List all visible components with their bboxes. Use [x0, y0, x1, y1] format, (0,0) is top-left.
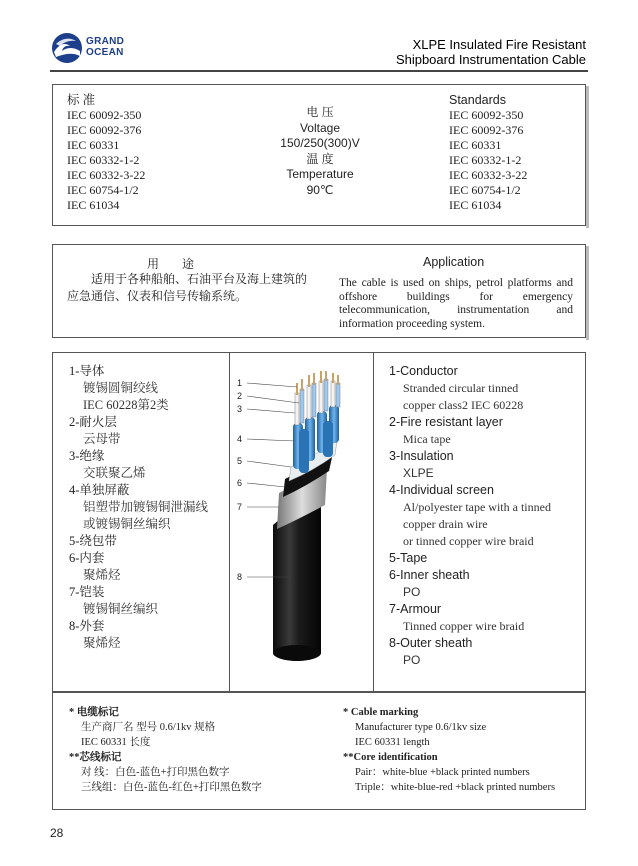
core-id-en-title: **Core identification [343, 752, 438, 763]
cn-item-sub: IEC 60228第2类 [83, 398, 169, 412]
en-item-sub: copper drain wire [403, 517, 488, 531]
page-title-line2: Shipboard Instrumentation Cable [395, 52, 586, 67]
cn-item-sub: 聚烯烃 [83, 568, 121, 582]
callout-label: 3 [237, 404, 243, 414]
standard-item: IEC 60332-1-2 [449, 153, 522, 167]
construction-panel [52, 352, 586, 692]
en-item-sub: PO [403, 653, 421, 667]
cn-item-sub: 云母带 [83, 432, 121, 446]
en-item-sub: Tinned copper wire braid [403, 619, 525, 633]
cn-item-head: 7-铠装 [69, 585, 105, 599]
temperature-cn-label: 温 度 [306, 151, 334, 166]
voltage-en-label: Voltage [299, 120, 341, 135]
standard-item: IEC 61034 [67, 198, 120, 212]
cn-item-sub: 铝塑带加镀锡铜泄漏线 [83, 500, 209, 514]
cn-item-head: 6-内套 [69, 551, 105, 565]
standard-item: IEC 60332-1-2 [67, 153, 140, 167]
cable-marking-en-title: * Cable marking [343, 707, 419, 718]
cn-item-sub: 交联聚乙烯 [83, 466, 146, 480]
cn-item-head: 4-单独屏蔽 [69, 483, 130, 497]
en-item-head: 4-Individual screen [389, 483, 494, 497]
callout-label: 5 [237, 456, 243, 466]
marking-line: IEC 60331 长度 [81, 737, 151, 748]
standards-list-en [449, 93, 527, 213]
callout-label: 8 [237, 572, 243, 582]
en-item-sub: XLPE [403, 466, 434, 480]
cn-item-sub: 镀锡圆铜绞线 [83, 381, 159, 395]
standard-item: IEC 60092-350 [449, 108, 524, 122]
cable-cross-section-illustration [229, 353, 373, 691]
en-item-head: 8-Outer sheath [389, 636, 473, 650]
voltage-cn-label: 电 压 [306, 105, 334, 119]
marking-panel [52, 692, 586, 810]
logo-line2: OCEAN [86, 47, 124, 58]
cn-item-head: 5-绕包带 [69, 534, 117, 548]
company-logo-text [86, 36, 124, 58]
core-id-cn-title: **芯线标记 [69, 752, 122, 763]
cn-item-sub: 镀锡铜丝编织 [83, 602, 159, 616]
marking-cn [69, 705, 262, 795]
box-shadow [586, 246, 589, 340]
en-item-head: 2-Fire resistant layer [389, 415, 503, 429]
marking-line: IEC 60331 length [355, 737, 430, 748]
application-panel [52, 244, 586, 338]
en-item-head: 7-Armour [389, 602, 442, 616]
marking-line: 对 线：白色-蓝色+打印黑色数字 [81, 767, 230, 778]
cn-item-head: 1-导体 [69, 364, 105, 378]
standards-en-title: Standards [449, 93, 506, 107]
en-item-sub: Al/polyester tape with a tinned [403, 500, 551, 514]
cable-marking-cn-title: * 电缆标记 [69, 707, 119, 718]
marking-line: 三线组：白色-蓝色-红色+打印黑色数字 [81, 782, 262, 793]
construction-list-cn [69, 363, 208, 652]
cn-item-sub: 聚烯烃 [83, 636, 121, 650]
application-en-body: The cable is used on ships, petrol platforms and offshore buildings for emergency telecommunication, instrumentation and information proceeding system. [339, 277, 573, 330]
marking-en [343, 705, 555, 795]
standard-item: IEC 60754-1/2 [67, 183, 139, 197]
callout-label: 1 [237, 378, 243, 388]
standards-panel [52, 84, 586, 226]
application-en-title: Application [423, 255, 485, 269]
rating-block [253, 105, 387, 198]
standard-item: IEC 60332-3-22 [67, 168, 146, 182]
wave-logo-icon [50, 32, 84, 64]
temperature-en-label: Temperature [286, 167, 354, 181]
standard-item: IEC 60092-350 [67, 108, 142, 122]
cn-item-head: 8-外套 [69, 619, 105, 633]
en-item-head: 6-Inner sheath [389, 568, 470, 582]
standard-item: IEC 60332-3-22 [449, 168, 528, 182]
logo-line1: GRAND [86, 36, 125, 47]
column-divider [373, 353, 374, 691]
en-item-sub: copper class2 IEC 60228 [403, 398, 524, 412]
header-divider [50, 70, 588, 72]
marking-line: 生产商厂名 型号 0.6/1kv 规格 [81, 722, 216, 733]
standard-item: IEC 60092-376 [449, 123, 524, 137]
en-item-sub: Mica tape [403, 432, 451, 446]
standards-cn-title: 标 准 [67, 93, 96, 107]
standard-item: IEC 60092-376 [67, 123, 142, 137]
en-item-head: 3-Insulation [389, 449, 454, 463]
marking-line: Triple：white-blue-red +black printed numbers [355, 782, 556, 793]
en-item-sub: Stranded circular tinned [403, 381, 519, 395]
application-cn-body: 适用于各种船舶、石油平台及海上建筑的应急通信、仪表和信号传输系统。 [67, 272, 308, 303]
callout-label: 2 [237, 391, 243, 401]
page-number: 28 [50, 826, 64, 840]
box-shadow [586, 86, 589, 228]
en-item-sub: PO [403, 585, 421, 599]
standard-item: IEC 60331 [67, 138, 120, 152]
temperature-value: 90℃ [306, 182, 334, 197]
voltage-value: 150/250(300)V [280, 136, 360, 150]
cn-item-sub: 或镀锡铜丝编织 [83, 517, 171, 531]
cn-item-head: 2-耐火层 [69, 415, 117, 429]
standard-item: IEC 60331 [449, 138, 502, 152]
callout-label: 4 [237, 434, 243, 444]
en-item-head: 5-Tape [389, 551, 428, 565]
cn-item-head: 3-绝缘 [69, 449, 105, 463]
standard-item: IEC 60754-1/2 [449, 183, 521, 197]
construction-list-en [389, 363, 551, 669]
marking-line: Manufacturer type 0.6/1kv size [355, 722, 487, 733]
page-title-line1: XLPE Insulated Fire Resistant [412, 37, 586, 52]
en-item-head: 1-Conductor [389, 364, 458, 378]
en-item-sub: or tinned copper wire braid [403, 534, 534, 548]
standards-list-cn [67, 93, 145, 213]
standard-item: IEC 61034 [449, 198, 502, 212]
callout-label: 6 [237, 478, 243, 488]
application-cn-title: 用 途 [147, 257, 205, 271]
callout-label: 7 [237, 502, 243, 512]
marking-line: Pair：white-blue +black printed numbers [355, 767, 530, 778]
